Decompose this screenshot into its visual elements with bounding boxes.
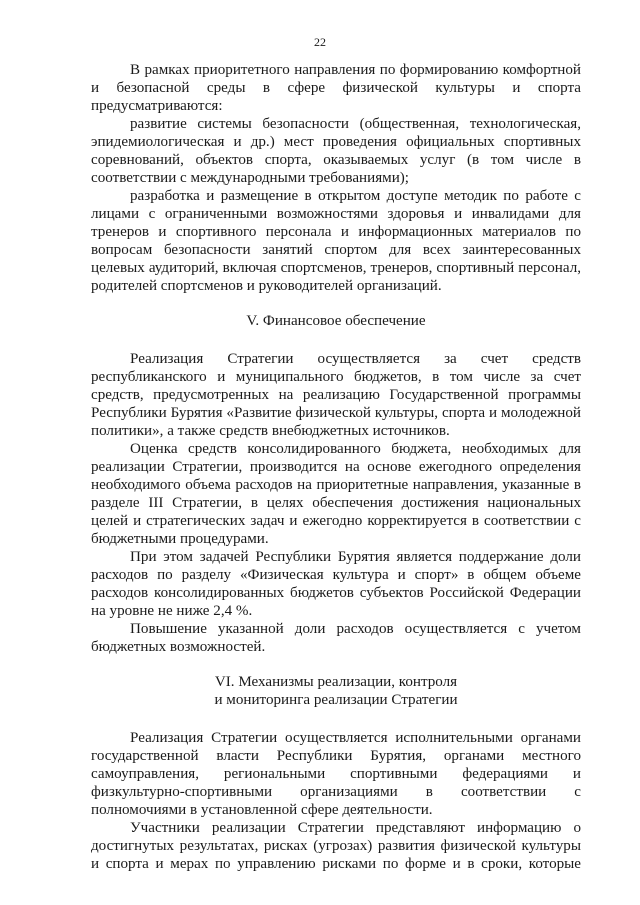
paragraph: Оценка средств консолидированного бюджета, необходимых для реализации Стратегии, производится на основе ежегодного определения необходимого объема расходов на приоритетные направления, указанные в разделе III Стратегии, в целях обеспечения достижения национальных целей и стратегических задач и ежегодно корректируется в соответствии с бюджетными процедурами. bbox=[91, 441, 581, 547]
paragraph: При этом задачей Республики Бурятия является поддержание доли расходов по разделу «Физическая культура и спорт» в общем объеме расходов консолидированных бюджетов субъектов Российской Федерации на уровне не ниже 2,4 %. bbox=[91, 549, 581, 619]
paragraph: Реализация Стратегии осуществляется за счет средств республиканского и муниципального бюджетов, в том числе за счет средств, предусмотренных на реализацию Государственной программы Республики Бурятия «Развитие физической культуры, спорта и молодежной политики», а также средств внебюджетных источников. bbox=[91, 351, 581, 439]
section-heading-line: и мониторинга реализации Стратегии bbox=[214, 692, 458, 708]
document-body bbox=[91, 61, 581, 873]
section-heading-financing: V. Финансовое обеспечение bbox=[246, 313, 426, 329]
section-heading-line: VI. Механизмы реализации, контроля bbox=[214, 674, 458, 690]
section-heading-mechanisms bbox=[91, 673, 581, 709]
paragraph: Реализация Стратегии осуществляется исполнительными органами государственной власти Республики Бурятия, органами местного самоуправления, региональными спортивными федерациями и физкультурно-спортивными организациями в соответствии с полномочиями в установленной сфере деятельности. bbox=[91, 730, 581, 818]
paragraph: Повышение указанной доли расходов осуществляется с учетом бюджетных возможностей. bbox=[91, 621, 581, 655]
paragraph: В рамках приоритетного направления по формированию комфортной и безопасной среды в сфере физической культуры и спорта предусматриваются: bbox=[91, 62, 581, 114]
paragraph: разработка и размещение в открытом доступе методик по работе с лицами с ограниченными возможностями здоровья и инвалидами для тренеров и спортивного персонала и информационных материалов по вопросам безопасности занятий спортом для всех заинтересованных целевых аудиторий, включая спортсменов, тренеров, спортивный персонал, родителей спортсменов и руководителей организаций. bbox=[91, 188, 581, 294]
paragraph: развитие системы безопасности (общественная, технологическая, эпидемиологическая и др.) мест проведения официальных спортивных соревнований, объектов спорта, оказываемых услуг (в том числе в соответствии с международными требованиями); bbox=[91, 116, 581, 186]
paragraph: Участники реализации Стратегии представляют информацию о достигнутых результатах, рисках (угрозах) развития физической культуры и спорта и мерах по управлению рисками по форме и в сроки, которые bbox=[91, 820, 581, 872]
page-number: 22 bbox=[314, 35, 326, 49]
